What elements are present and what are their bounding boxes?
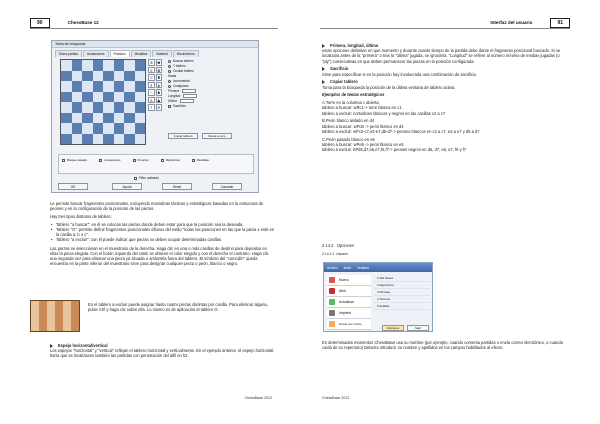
pawn-icon[interactable]: ♙ bbox=[149, 97, 154, 103]
board-square[interactable] bbox=[93, 123, 104, 134]
example-a: A.Torre en la columna c abierta tablero a buscar: wRc1-> torre blanca en c1. tablero a excluir: cortodines blancos y negros en las casillas c2 a c7 bbox=[322, 100, 446, 116]
dialog-tabs bbox=[55, 50, 255, 57]
board-square[interactable] bbox=[114, 60, 125, 71]
wildcard-icon[interactable]: ? bbox=[148, 104, 155, 111]
strip-item[interactable]: Anotaciones bbox=[99, 158, 121, 170]
bullet-search-board: • Tablero "a buscar": en él se colocan las piezas donde deben estar para que la posición sea la deseada. bbox=[50, 222, 275, 227]
tab-position[interactable]: Posición bbox=[110, 50, 130, 57]
intro-paragraph: Le permite buscar fragmentos posicionales, incluyendo maniobras tácticas y estratégicas basadas en la estructura de peones y en la configuración de la posición de las piezas. bbox=[50, 201, 264, 212]
board-square[interactable] bbox=[61, 102, 72, 113]
recent-item[interactable]: 4 Torneos bbox=[374, 296, 430, 303]
menu-new[interactable]: Nuevo bbox=[327, 275, 371, 286]
strip-item[interactable]: Medallas bbox=[192, 158, 209, 170]
right-header bbox=[320, 17, 570, 29]
option-any[interactable]: Cualquiera bbox=[168, 84, 197, 89]
chess-board[interactable] bbox=[60, 59, 146, 145]
board-square[interactable] bbox=[61, 81, 72, 92]
bullet-or-board: • Tablero "O": permite definir fragmentos posicionales difusos del estilo "todas las posiciones en las que la pieza x esté en la casilla a, b o c". bbox=[50, 227, 275, 237]
board-square[interactable] bbox=[61, 113, 72, 124]
help-button[interactable]: Ayuda bbox=[112, 183, 142, 190]
right-page bbox=[300, 0, 600, 424]
board-square[interactable] bbox=[114, 113, 125, 124]
board-square[interactable] bbox=[103, 71, 114, 82]
board-square[interactable] bbox=[93, 92, 104, 103]
sacrifice-checkbox[interactable]: Sacrificio bbox=[168, 104, 197, 109]
exit-button[interactable]: Salir bbox=[407, 325, 429, 331]
board-options bbox=[168, 59, 197, 109]
mirror-text: Los espejos "horizontal" y "vertical" reflejan el tablero horizontal y verticalmente. En el ejemplo anterior, el espejo horizontal haría que se localizasen también las partidas con penetración del alfil en h2. bbox=[50, 348, 274, 359]
ribbon-tab-file[interactable]: Archivo bbox=[327, 265, 338, 270]
s2-title: Sacrificio bbox=[322, 66, 570, 71]
left-body bbox=[50, 201, 275, 269]
board-square[interactable] bbox=[61, 92, 72, 103]
examples-title: Ejemplos de temas estratégicos bbox=[322, 92, 385, 98]
board-square[interactable] bbox=[93, 60, 104, 71]
user-heading: 2.14.2.1 Usuario bbox=[322, 252, 348, 256]
board-square[interactable] bbox=[135, 113, 146, 124]
thumb-caption: En el tablero a excluir puede asignar hasta cuatro piezas distintas por casilla. Para eliminar alguna, pulse Ctrl y haga clic sobre ella. Lo mismo es de aplicación al tablero O. bbox=[88, 302, 268, 313]
recent-list bbox=[374, 275, 430, 310]
board-square[interactable] bbox=[72, 134, 83, 145]
types-paragraph: Hay tres tipos distintos de tablero: bbox=[50, 214, 112, 219]
strip-item[interactable]: Bloque pasado bbox=[62, 158, 87, 170]
board-square[interactable] bbox=[135, 81, 146, 92]
ribbon-tab-window[interactable]: Ventana bbox=[357, 265, 369, 270]
tab-moves[interactable]: Movimientos bbox=[173, 50, 199, 57]
recent-item[interactable]: 5 Análisis bbox=[374, 303, 430, 310]
option-exclude-board[interactable]: Ocultar tablero bbox=[168, 69, 197, 74]
tab-annotations[interactable]: Anotaciones bbox=[83, 50, 109, 57]
board-square[interactable] bbox=[114, 123, 125, 134]
recent-item[interactable]: 3 Mi base bbox=[374, 289, 430, 296]
option-or-board[interactable]: Y tablero bbox=[168, 64, 197, 69]
copy-board-button[interactable]: Copiar tablero bbox=[168, 133, 198, 139]
mail-icon bbox=[329, 321, 335, 327]
board-square[interactable] bbox=[135, 134, 146, 145]
board-square[interactable] bbox=[82, 81, 93, 92]
board-square[interactable] bbox=[114, 102, 125, 113]
board-square[interactable] bbox=[82, 102, 93, 113]
black-queen-icon[interactable]: ♛ bbox=[156, 67, 161, 73]
strip-item[interactable]: Posición bbox=[133, 158, 149, 170]
print-icon bbox=[329, 310, 335, 316]
board-square[interactable] bbox=[124, 134, 135, 145]
length-field[interactable]: Longitud bbox=[168, 94, 197, 99]
board-square[interactable] bbox=[135, 92, 146, 103]
board-square[interactable] bbox=[72, 92, 83, 103]
board-square[interactable] bbox=[72, 123, 83, 134]
position-search-dialog bbox=[51, 40, 259, 193]
recent-item[interactable]: 1 Mis bases bbox=[374, 275, 430, 282]
eraser-icon[interactable]: ✕ bbox=[157, 105, 161, 110]
board-square[interactable] bbox=[82, 123, 93, 134]
option-strip bbox=[58, 154, 254, 174]
s3-text: Toma para la búsqueda la posición de la última ventana de tablero activa. bbox=[322, 84, 456, 90]
left-footer: ChessBase 2012 bbox=[244, 396, 272, 400]
option-search-board[interactable]: Buscar tablero bbox=[168, 59, 197, 64]
board-square[interactable] bbox=[72, 71, 83, 82]
ok-button[interactable]: OK bbox=[58, 183, 88, 190]
last-field[interactable]: Último bbox=[168, 99, 197, 104]
bishop-icon[interactable]: ♗ bbox=[149, 82, 154, 88]
left-header-title: ChessBase 12 bbox=[67, 20, 99, 25]
board-square[interactable] bbox=[124, 92, 135, 103]
s2-text: Sirve para especificar si en la posición hay involucrada una combinación de sacrificio bbox=[322, 71, 477, 77]
board-square[interactable] bbox=[103, 102, 114, 113]
board-square[interactable] bbox=[135, 123, 146, 134]
piece-palette bbox=[148, 59, 162, 111]
closing-paragraph: En determinados momentos ChessBase usa su nombre (por ejemplo, cuando comenta partidas o envía correo electrónico, o cuando cuida de su repertorio) Debería introducir su nombre y apellidos en los campos habilitados al efecto. bbox=[322, 340, 563, 351]
left-header bbox=[30, 17, 278, 29]
queen-icon[interactable]: ♕ bbox=[149, 67, 154, 73]
arrow-icon bbox=[322, 80, 325, 84]
board-square[interactable] bbox=[135, 60, 146, 71]
board-square[interactable] bbox=[103, 123, 114, 134]
board-square[interactable] bbox=[82, 92, 93, 103]
board-square[interactable] bbox=[82, 134, 93, 145]
king-icon[interactable]: ♔ bbox=[149, 60, 154, 65]
board-square[interactable] bbox=[61, 134, 72, 145]
reset-zero-button[interactable]: Reset a cero bbox=[202, 133, 232, 139]
exclude-board-thumbnail bbox=[30, 300, 80, 332]
board-square[interactable] bbox=[82, 60, 93, 71]
right-footer: ChessBase 2012 bbox=[322, 396, 350, 400]
board-square[interactable] bbox=[72, 102, 83, 113]
black-knight-icon[interactable]: ♞ bbox=[156, 90, 161, 95]
board-square[interactable] bbox=[61, 123, 72, 134]
board-square[interactable] bbox=[93, 113, 104, 124]
ribbon-header bbox=[324, 263, 432, 272]
arrow-icon bbox=[322, 67, 325, 71]
board-square[interactable] bbox=[103, 92, 114, 103]
mirror-section bbox=[50, 343, 275, 361]
right-body bbox=[322, 43, 570, 155]
recent-item[interactable]: 2 Repertorio bbox=[374, 282, 430, 289]
board-square[interactable] bbox=[103, 134, 114, 145]
tab-medals[interactable]: Medallas bbox=[131, 50, 152, 57]
board-square[interactable] bbox=[135, 102, 146, 113]
example-c: C.Peón pasado blanco en e5 tablero a buscar: wPe5 -> peón blanco en e5 tablero a excluir: bPd6,d7,e6,e7,f6,f7-> peones negros en d6, d7, e6, e7, f6 y f7 bbox=[322, 136, 467, 153]
board-square[interactable] bbox=[93, 102, 104, 113]
board-square[interactable] bbox=[72, 60, 83, 71]
board-square[interactable] bbox=[124, 123, 135, 134]
options-heading: 2.14.2 Opciones bbox=[322, 243, 355, 248]
filter-checkbox[interactable]: Filtro activado bbox=[134, 176, 159, 180]
example-b: B.Peón blanco aislado en d4 tablero a buscar: wPd4 -> peón blanco en d4 tablero a excluir: wPc2-c7,e2-e7,d5-d7-> peones blancos en c2 a c7, e2 a e7 y d5 a d7 bbox=[322, 118, 480, 134]
black-pawn-icon[interactable]: ♟ bbox=[156, 97, 161, 103]
board-square[interactable] bbox=[103, 113, 114, 124]
board-square[interactable] bbox=[135, 71, 146, 82]
mirror-title: Espejo horizontal/vertical bbox=[50, 343, 275, 348]
board-square[interactable] bbox=[61, 60, 72, 71]
rook-icon[interactable]: ♖ bbox=[149, 75, 154, 80]
board-square[interactable] bbox=[114, 134, 125, 145]
update-icon bbox=[329, 299, 335, 305]
tab-game-data[interactable]: Datos partida bbox=[55, 50, 82, 57]
s3-title: Copiar tablero bbox=[322, 79, 570, 84]
s1-title: Primera, longitud, último bbox=[322, 43, 570, 48]
board-square[interactable] bbox=[124, 113, 135, 124]
bullet-exclude-board: • Tablero "a excluir": con él puede indicar que piezas no deben ocupar determinadas casillas. bbox=[50, 237, 275, 242]
open-icon bbox=[329, 288, 335, 294]
new-icon bbox=[329, 277, 335, 283]
board-square[interactable] bbox=[93, 81, 104, 92]
board-square[interactable] bbox=[82, 71, 93, 82]
tab-material[interactable]: Material bbox=[152, 50, 171, 57]
cancel-button[interactable]: Cancelar bbox=[212, 183, 242, 190]
strip-item[interactable]: Maniobras bbox=[161, 158, 180, 170]
right-page-number: 91 bbox=[550, 18, 570, 28]
board-square[interactable] bbox=[93, 71, 104, 82]
s1-text: estas opciones delimitan en que momento y durante cuanto tiempo de la partida debe darse el fragmento posicional buscado. Si se localizara antes de la "primera" o tras la "última" jugada, se ignoraría. "Longitud" se refiere al número mínimo de medias jugadas (o "ply") consecutivas en que deben permanecer las piezas en la posición configurada. bbox=[322, 48, 561, 64]
board-square[interactable] bbox=[93, 134, 104, 145]
board-square[interactable] bbox=[124, 60, 135, 71]
board-square[interactable] bbox=[103, 60, 114, 71]
board-square[interactable] bbox=[72, 81, 83, 92]
menu-open[interactable]: Abrir bbox=[327, 286, 371, 297]
menu-email[interactable]: Enviar por correo bbox=[327, 319, 371, 330]
dialog-title: Tabla de búsqueda bbox=[52, 41, 258, 48]
ribbon-tab-home[interactable]: Inicio bbox=[343, 265, 352, 270]
board-square[interactable] bbox=[114, 71, 125, 82]
left-page-number: 90 bbox=[30, 18, 50, 28]
options-button[interactable]: Opciones bbox=[382, 325, 404, 331]
reset-button[interactable]: Reset bbox=[162, 183, 192, 190]
black-king-icon[interactable]: ♚ bbox=[156, 60, 161, 65]
board-square[interactable] bbox=[72, 113, 83, 124]
board-square[interactable] bbox=[124, 81, 135, 92]
board-square[interactable] bbox=[124, 102, 135, 113]
knight-icon[interactable]: ♘ bbox=[149, 90, 154, 95]
option-until-label: Hasta bbox=[168, 74, 177, 78]
board-square[interactable] bbox=[124, 71, 135, 82]
board-square[interactable] bbox=[61, 71, 72, 82]
options-menu-dialog bbox=[323, 262, 433, 332]
black-bishop-icon[interactable]: ♝ bbox=[156, 82, 161, 88]
board-square[interactable] bbox=[82, 113, 93, 124]
option-incremental[interactable]: Incremental bbox=[168, 79, 197, 84]
file-menu bbox=[327, 275, 371, 330]
menu-print[interactable]: Imprimir bbox=[327, 308, 371, 319]
black-rook-icon[interactable]: ♜ bbox=[156, 75, 161, 80]
board-square[interactable] bbox=[114, 92, 125, 103]
pieces-paragraph: Las piezas se seleccionan en el muestrario de la derecha. Haga clic en una o más casillas de destino para depositar en ellas la pieza elegida. Con el botón izquierdo del ratón se obtiene el color elegido y con el derecho el contrario. Haga clic una segunda vez para eliminar una pieza ya situada o arrástrela fuera del tablero. El símbolo del "comodín" queda encuentra en la parte inferior del muestrario sirve para designar cualquier pieza o peón, blanco o negro. bbox=[50, 245, 269, 267]
board-square[interactable] bbox=[114, 81, 125, 92]
board-square[interactable] bbox=[103, 81, 114, 92]
right-header-title: Interfaz del usuario bbox=[490, 20, 533, 25]
first-field[interactable]: Primera bbox=[168, 89, 197, 94]
menu-update[interactable]: Actualizar bbox=[327, 297, 371, 308]
